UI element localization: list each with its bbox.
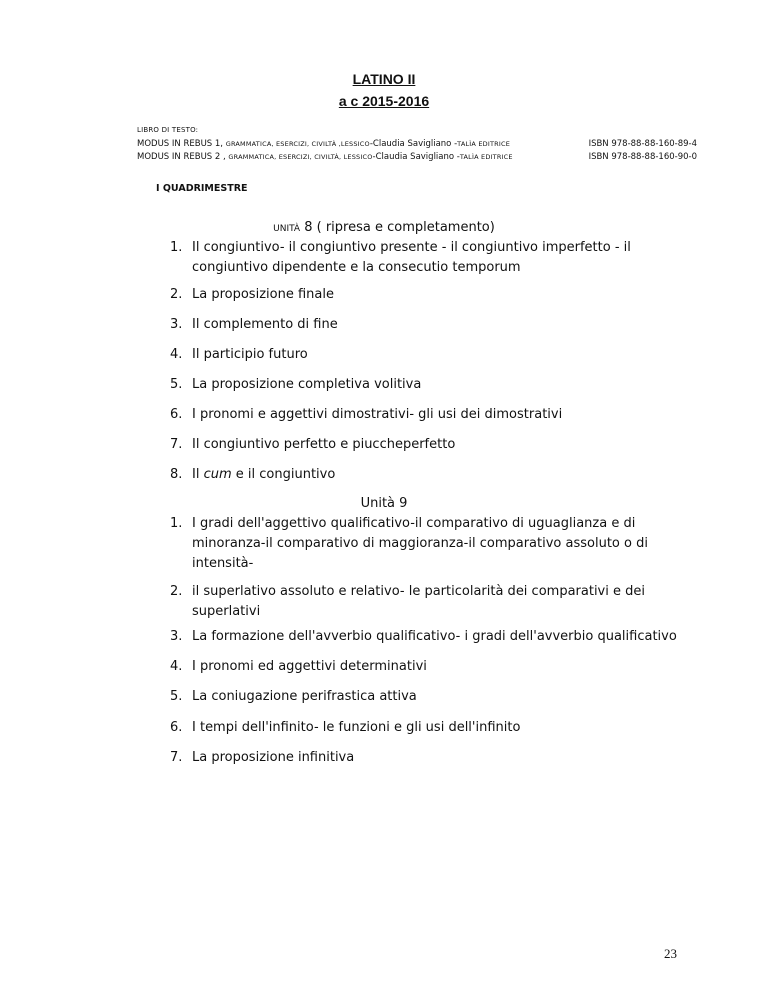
item-text: I gradi dell'aggettivo qualificativo-il comparativo di uguaglianza e di minoranza-il comparativo di maggioranza-il comparativo assoluto o di intensità-	[192, 516, 648, 571]
unit8-title	[0, 220, 768, 235]
document-header	[0, 68, 768, 112]
book-contents: GRAMMATICA, ESERCIZI, CIVILTÀ, LESSICO	[228, 153, 373, 161]
item-number: 2.	[170, 584, 183, 599]
item-text: I pronomi e aggettivi dimostrativi- gli usi dei dimostrativi	[192, 407, 563, 422]
list-item	[170, 345, 690, 365]
book-publisher: TALÌA EDITRICE	[459, 153, 513, 161]
item-number: 4.	[170, 659, 183, 674]
list-item	[170, 718, 690, 738]
list-item	[170, 315, 690, 335]
list-item	[170, 514, 690, 574]
item-number: 6.	[170, 720, 183, 735]
item-text: Il complemento di fine	[192, 317, 338, 332]
list-item	[170, 285, 690, 305]
book-isbn: ISBN 978-88-88-160-90-0	[588, 152, 697, 162]
unit9-title: Unità 9	[360, 496, 408, 511]
item-text: Il congiuntivo perfetto e piuccheperfetto	[192, 437, 456, 452]
course-title: LATINO II	[352, 71, 416, 87]
list-item	[170, 687, 690, 707]
list-item	[170, 748, 690, 768]
item-text	[192, 465, 690, 485]
book-publisher: TALÌA EDITRICE	[457, 140, 510, 148]
item-text: La proposizione completiva volitiva	[192, 377, 422, 392]
item-number: 3.	[170, 317, 183, 332]
item-number: 5.	[170, 377, 183, 392]
textbook-entry	[137, 139, 697, 152]
item-text: La proposizione finale	[192, 287, 334, 302]
list-item	[170, 435, 690, 455]
list-item	[170, 657, 690, 677]
item-text: La formazione dell'avverbio qualificativo- i gradi dell'avverbio qualificativo	[192, 629, 677, 644]
item-text: I tempi dell'infinito- le funzioni e gli usi dell'infinito	[192, 720, 521, 735]
school-year: a c 2015-2016	[338, 93, 430, 109]
item-number: 7.	[170, 437, 183, 452]
list-item	[170, 582, 690, 622]
item-number: 6.	[170, 407, 183, 422]
item-text-part: Il	[192, 467, 204, 482]
book-contents: GRAMMATICA, ESERCIZI, CIVILTÀ ,LESSICO	[225, 140, 370, 148]
textbooks-label: LIBRO DI TESTO:	[137, 126, 199, 134]
book-author: -Claudia Savigliano -	[369, 139, 458, 149]
book-isbn: ISBN 978-88-88-160-89-4	[588, 139, 697, 149]
item-number: 5.	[170, 689, 183, 704]
item-text: La coniugazione perifrastica attiva	[192, 689, 417, 704]
list-item	[170, 627, 690, 647]
item-number: 4.	[170, 347, 183, 362]
list-item	[170, 238, 690, 278]
item-text-italic: cum	[203, 467, 232, 482]
item-text-part: e il congiuntivo	[231, 467, 336, 482]
list-item	[170, 405, 690, 425]
page-number: 23	[664, 946, 677, 961]
item-number: 7.	[170, 750, 183, 765]
item-text: La proposizione infinitiva	[192, 750, 355, 765]
item-text: Il congiuntivo- il congiuntivo presente - il congiuntivo imperfetto - il congiuntivo dipendente e la consecutio temporum	[192, 240, 631, 275]
unit8-prefix: UNITÀ	[273, 224, 301, 234]
textbooks-section	[137, 126, 697, 165]
list-item	[170, 375, 690, 395]
item-text: il superlativo assoluto e relativo- le particolarità dei comparativi e dei superlativi	[192, 584, 645, 619]
item-number: 3.	[170, 629, 183, 644]
item-number: 1.	[170, 240, 183, 255]
item-number: 8.	[170, 467, 183, 482]
textbook-entry	[137, 152, 697, 165]
book-title: MODUS IN REBUS 1,	[137, 139, 223, 149]
book-author: -Claudia Savigliano -	[372, 152, 460, 162]
item-number: 1.	[170, 516, 183, 531]
item-text: Il participio futuro	[192, 347, 308, 362]
quadrimestre-heading: I QUADRIMESTRE	[156, 183, 248, 194]
item-number: 2.	[170, 287, 183, 302]
book-title: MODUS IN REBUS 2 ,	[137, 152, 226, 162]
unit8-heading: 8 ( ripresa e completamento)	[300, 220, 495, 235]
list-item	[170, 465, 690, 485]
item-text: I pronomi ed aggettivi determinativi	[192, 659, 427, 674]
